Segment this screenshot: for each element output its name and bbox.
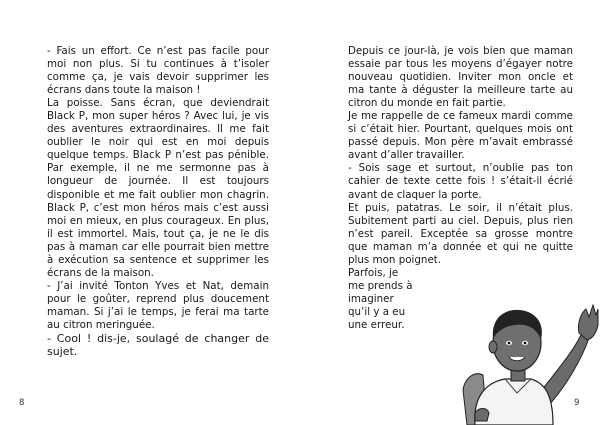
paragraph: La poisse. Sans écran, que deviendrait Black P, mon super héros ? Avec lui, je vis des aventures extraordinaires. Il me fait oublier le noir qui est en moi depuis quelque temps. Black P n’est pas pénible. Par exemple, il ne me sermonne pas à longueur de journée. Il est toujours disponible et me fait oublier mon chagrin. Black P, c’est mon héros mais c’est aussi moi en mieux, en plus courageux. En plus, il est immortel. Mais, tout ça, je ne le dis pas à maman car elle pourrait bien mettre à exécution sa sentence et supprimer les écrans de la maison. bbox=[47, 97, 269, 279]
page-number: 8 bbox=[19, 398, 25, 408]
paragraph: - Sois sage et surtout, n’oublie pas ton cahier de texte cette fois ! s’était-il écrié avant de claquer la porte. bbox=[348, 162, 573, 201]
paragraph: Je me rappelle de ce fameux mardi comme si c’était hier. Pourtant, quelques mois ont passé depuis. Mon père m’avait embrassé avant d’aller travailler. bbox=[348, 110, 573, 162]
paragraph: - J’ai invité Tonton Yves et Nat, demain pour le goûter, reprend plus doucement maman. Si j’ai le temps, je ferai ma tarte au citron meringuée. bbox=[47, 279, 269, 331]
paragraph: - Fais un effort. Ce n’est pas facile pour moi non plus. Si tu continues à t’isoler comme ça, je vais devoir supprimer les écrans dans toute la maison ! bbox=[47, 45, 269, 97]
paragraph: - Cool ! dis-je, soulagé de changer de sujet. bbox=[47, 332, 269, 359]
right-page-text bbox=[348, 45, 573, 332]
boy-illustration bbox=[453, 295, 600, 425]
paragraph-beside-illustration: Parfois, je me prends à imaginer qu’il y a eu une erreur. bbox=[348, 266, 413, 331]
paragraph: Et puis, patatras. Le soir, il n’était plus. Subitement parti au ciel. Depuis, plus rien n’est pareil. Exceptée sa grosse montre que maman m’a donnée et qui ne quitte plus mon poignet. bbox=[348, 201, 573, 266]
left-page-text bbox=[47, 45, 269, 358]
waving-hand bbox=[578, 305, 598, 340]
page-number: 9 bbox=[574, 398, 580, 408]
paragraph: Depuis ce jour-là, je vois bien que maman essaie par tous les moyens d’égayer notre nouveau quotidien. Inviter mon oncle et ma tante à déguster la meilleure tarte au citron du monde en fait partie. bbox=[348, 45, 573, 110]
